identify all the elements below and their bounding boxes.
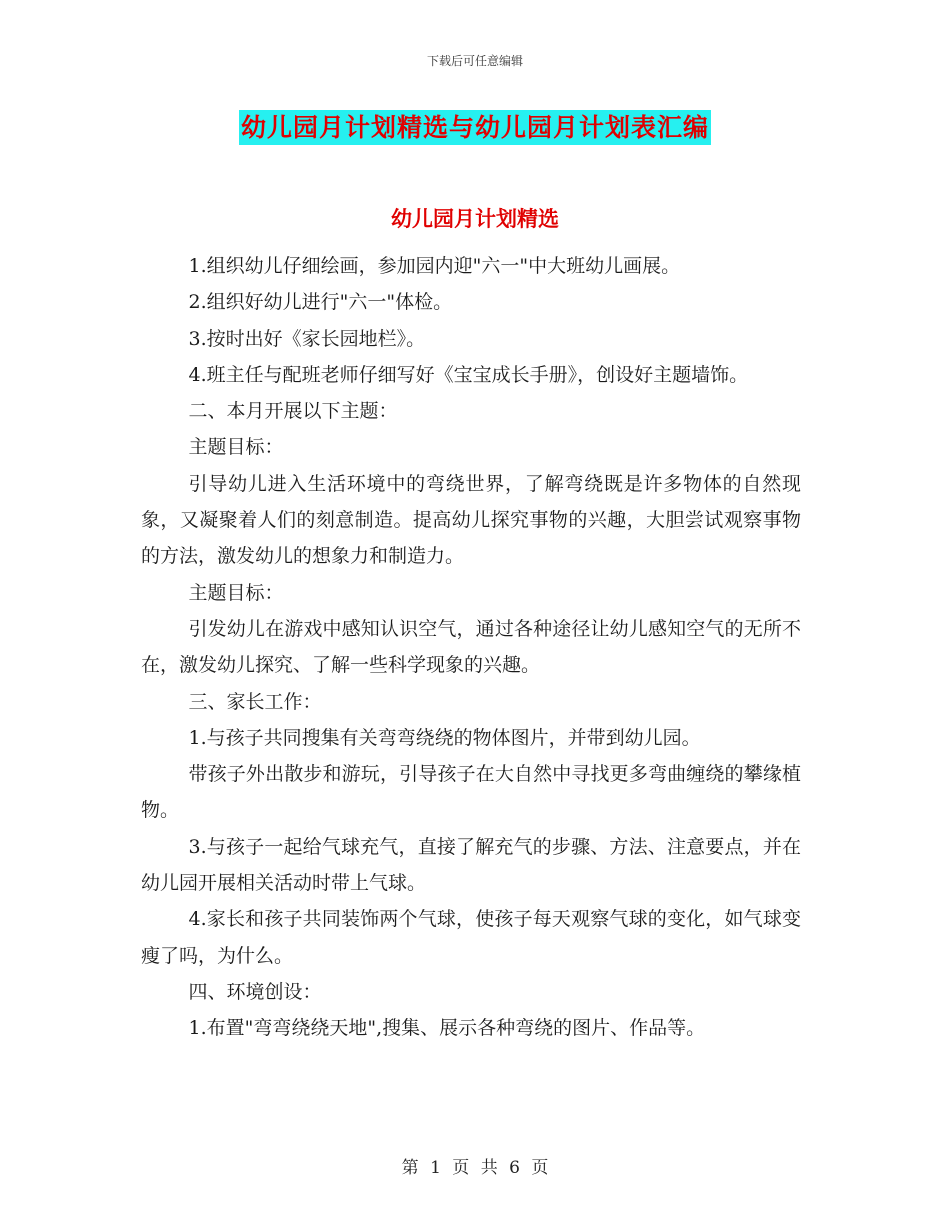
document-title <box>0 108 950 144</box>
document-body <box>141 248 801 1047</box>
paragraph: 3.与孩子一起给气球充气，直接了解充气的步骤、方法、注意要点，并在幼儿园开展相关活动时带上气球。 <box>141 835 801 895</box>
paragraph: 四、环境创设： <box>188 980 322 1003</box>
paragraph: 主题目标： <box>188 436 284 459</box>
document-title-text: 幼儿园月计划精选与幼儿园月计划表汇编 <box>239 110 711 145</box>
paragraph: 引发幼儿在游戏中感知认识空气，通过各种途径让幼儿感知空气的无所不在，激发幼儿探究、了解一些科学现象的兴趣。 <box>141 617 801 677</box>
paragraph: 1.组织幼儿仔细绘画，参加园内迎"六一"中大班幼儿画展。 <box>188 255 681 277</box>
paragraph: 4.班主任与配班老师仔细写好《宝宝成长手册》，创设好主题墙饰。 <box>188 363 749 386</box>
paragraph: 3.按时出好《家长园地栏》。 <box>188 327 426 350</box>
paragraph: 引导幼儿进入生活环境中的弯绕世界，了解弯绕既是许多物体的自然现象，又凝聚着人们的刻意制造。提高幼儿探究事物的兴趣，大胆尝试观察事物的方法，激发幼儿的想象力和制造力。 <box>141 472 801 568</box>
paragraph: 三、家长工作： <box>188 690 322 713</box>
paragraph: 带孩子外出散步和游玩，引导孩子在大自然中寻找更多弯曲缠绕的攀缘植物。 <box>141 763 801 822</box>
paragraph: 1.与孩子共同搜集有关弯弯绕绕的物体图片，并带到幼儿园。 <box>188 726 701 749</box>
paragraph: 二、本月开展以下主题： <box>188 400 398 423</box>
page-footer: 第 1 页 共 6 页 <box>401 1158 549 1178</box>
paragraph: 4.家长和孩子共同装饰两个气球，使孩子每天观察气球的变化，如气球变瘦了吗，为什么。 <box>141 908 801 967</box>
section-title: 幼儿园月计划精选 <box>391 207 559 231</box>
paragraph: 2.组织好幼儿进行"六一"体检。 <box>188 291 453 314</box>
header-note: 下载后可任意编辑 <box>426 54 523 68</box>
paragraph: 1.布置"弯弯绕绕天地",搜集、展示各种弯绕的图片、作品等。 <box>188 1017 706 1040</box>
paragraph: 主题目标： <box>188 581 284 604</box>
